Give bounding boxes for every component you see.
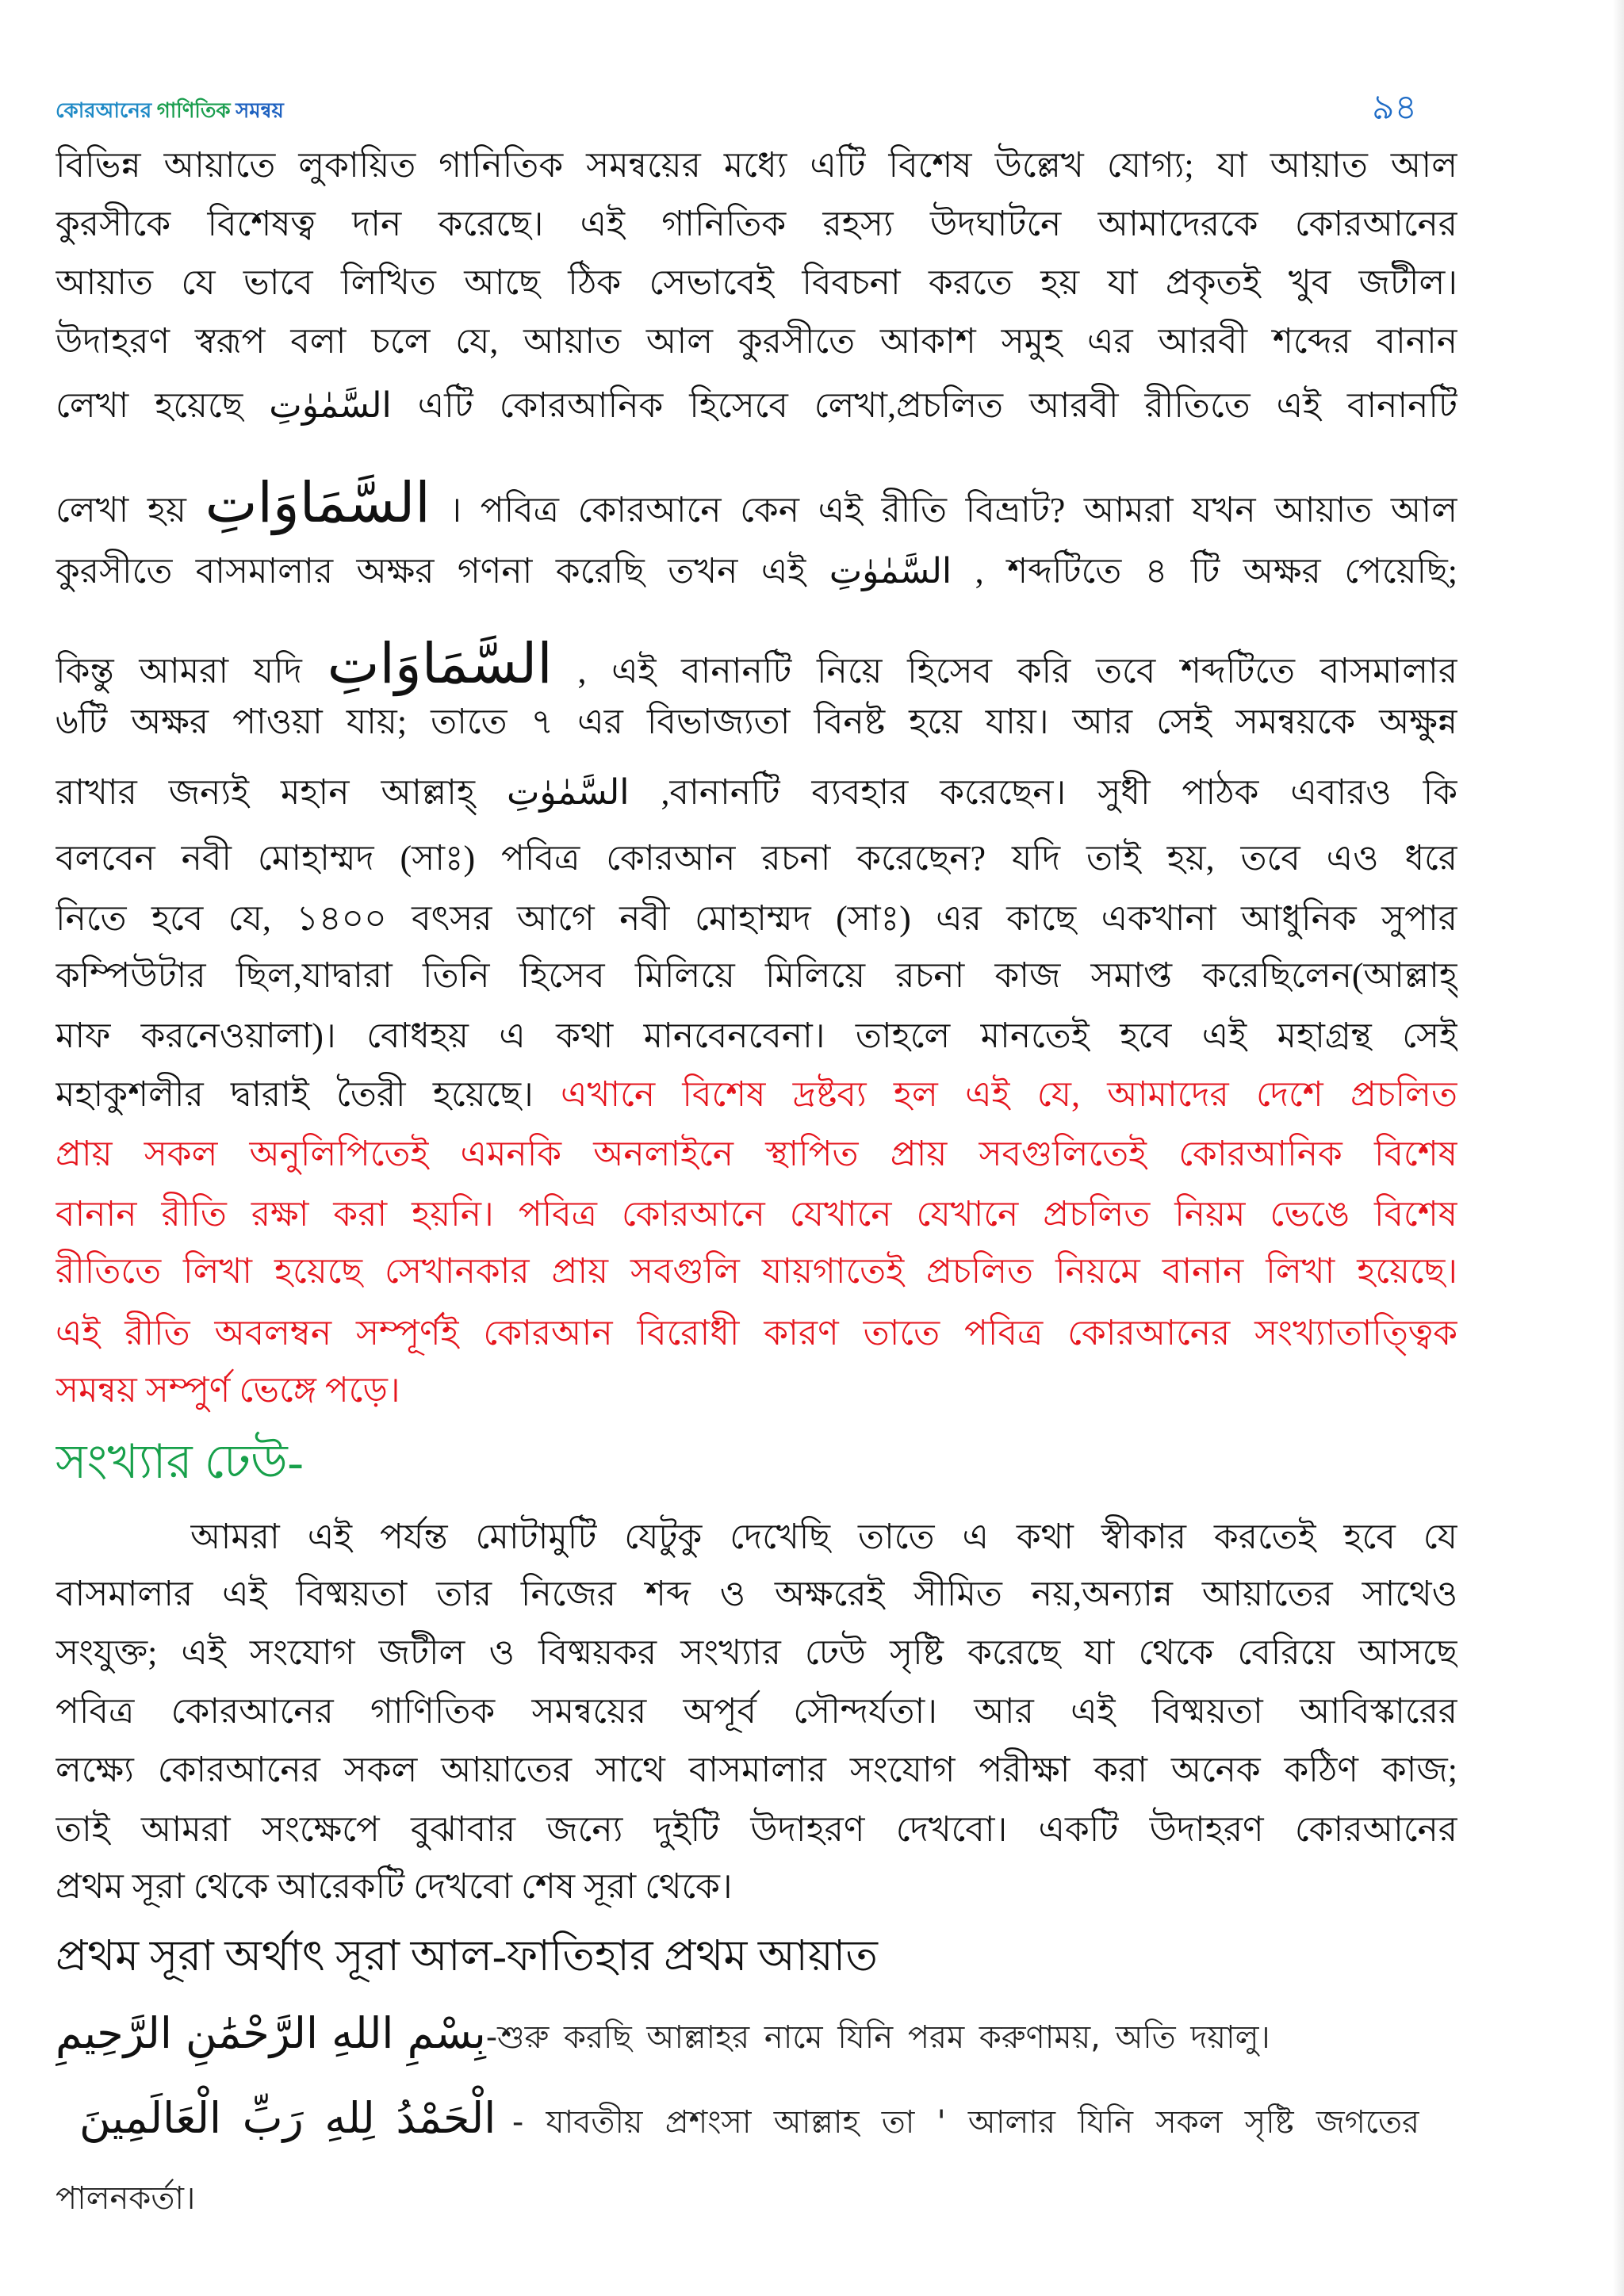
- text-line: মাফ করনেওয়ালা)। বোধহয় এ কথা মানবেনবেনা। তাহলে মানতেই হবে এই মহাগ্রন্থ সেই: [56, 1016, 1457, 1055]
- text-line: নিতে হবে যে, ১৪০০ বৎসর আগে নবী মোহাম্মদ (সাঃ) এর কাছে একখানা আধুনিক সুপার: [56, 899, 1457, 938]
- text-line: উদাহরণ স্বরূপ বলা চলে যে, আয়াত আল কুরসীতে আকাশ সমুহ এর আরবী শব্দের বানান: [56, 322, 1457, 361]
- line-text: লেখা হয়েছে: [56, 386, 243, 425]
- verse-translation: - যাবতীয় প্রশংসা আল্লাহ তা ' আলার যিনি সকল সৃষ্টি জগতের: [511, 2104, 1419, 2141]
- text-line: লক্ষ্যে কোরআনের সকল আয়াতের সাথে বাসমালার সংযোগ পরীক্ষা করা অনেক কঠিণ কাজ;: [56, 1751, 1457, 1789]
- verse-translation: -শুরু করছি আল্লাহর নামে যিনি পরম করুণাময়, অতি দয়ালু।: [485, 2019, 1270, 2056]
- text-line: [56, 542, 1457, 601]
- text-line: বলবেন নবী মোহাম্মদ (সাঃ) পবিত্র কোরআন রচনা করেছেন? যদি তাই হয়, তবে এও ধরে: [56, 839, 1457, 878]
- arabic-word-standard-spelling: السَّمَاوَاتِ: [205, 470, 431, 535]
- line-text: , শব্দটিতে ৪ টি অক্ষর পেয়েছি;: [975, 552, 1457, 591]
- verse-translation: পালনকর্তা।: [56, 2180, 196, 2217]
- arabic-verse: الْحَمْدُ لِلهِ رَبِّ الْعَالَمِينَ: [79, 2093, 496, 2143]
- text-line: তাই আমরা সংক্ষেপে বুঝাবার জন্যে দুইটি উদাহরণ দেখবো। একটি উদাহরণ কোরআনের: [56, 1810, 1457, 1849]
- line-text: কিন্তু আমরা যদি: [56, 652, 302, 691]
- arabic-verse: بِسْمِ اللهِ الرَّحْمَٰنِ الرَّحِيمِ: [56, 2008, 486, 2058]
- highlighted-text: এখানে বিশেষ দ্রষ্টব্য হল এই যে, আমাদের দেশে প্রচলিত: [561, 1075, 1457, 1114]
- arabic-word-quranic-spelling: السَّمٰوٰتِ: [507, 772, 630, 813]
- text-line: বাসমালার এই বিষ্ময়তা তার নিজের শব্দ ও অক্ষরেই সীমিত নয়,অন্যান্ন আয়াতের সাথেও: [56, 1575, 1457, 1613]
- header-title-part: গাণিতিক: [156, 99, 231, 122]
- text-line: পবিত্র কোরআনের গাণিতিক সমন্বয়ের অপূর্ব সৌন্দর্যতা। আর এই বিষ্ময়তা আবিস্কারের: [56, 1692, 1457, 1731]
- arabic-word-quranic-spelling: السَّمٰوٰتِ: [269, 385, 392, 426]
- verse-translation-continued: [56, 2168, 1457, 2227]
- text-line: বিভিন্ন আয়াতে লুকায়িত গানিতিক সমন্বয়ের মধ্যে এটি বিশেষ উল্লেখ যোগ্য; যা আয়াত আল: [56, 146, 1457, 185]
- header-title-part: সমন্বয়: [236, 99, 284, 122]
- line-text: মহাকুশলীর দ্বারাই তৈরী হয়েছে।: [56, 1075, 534, 1114]
- text-line: [56, 763, 1457, 822]
- line-text: । পবিত্র কোরআনে কেন এই রীতি বিভ্রাট? আমরা যখন আয়াত আল: [449, 491, 1457, 530]
- highlighted-text-line: প্রায় সকল অনুলিপিতেই এমনকি অনলাইনে স্থাপিত প্রায় সবগুলিতেই কোরআনিক বিশেষ: [56, 1135, 1457, 1173]
- text-line: কম্পিউটার ছিল,যাদ্বারা তিনি হিসেব মিলিয়ে মিলিয়ে রচনা কাজ সমাপ্ত করেছিলেন(আল্লাহ্: [56, 956, 1457, 995]
- line-text: লেখা হয়: [56, 491, 186, 530]
- text-line: সংযুক্ত; এই সংযোগ জটীল ও বিষ্ময়কর সংখ্যার ঢেউ সৃষ্টি করেছে যা থেকে বেরিয়ে আসছে: [56, 1633, 1457, 1672]
- page-edge-shadow: [1613, 0, 1624, 2296]
- text-line: আয়াত যে ভাবে লিখিত আছে ঠিক সেভাবেই বিবচনা করতে হয় যা প্রকৃতই খুব জটীল।: [56, 263, 1457, 302]
- highlighted-text-line: রীতিতে লিখা হয়েছে সেখানকার প্রায় সবগুলি যায়গাতেই প্রচলিত নিয়মে বানান লিখা হয়েছে।: [56, 1252, 1457, 1291]
- text-line: প্রথম সূরা থেকে আরেকটি দেখবো শেষ সূরা থেকে।: [56, 1867, 733, 1906]
- highlighted-text-line: সমন্বয় সম্পুর্ণ ভেঙ্গে পড়ে।: [56, 1371, 400, 1410]
- text-line: [56, 1066, 1457, 1124]
- text-line: [56, 459, 1457, 546]
- subsection-heading: প্রথম সূরা অর্থাৎ সূরা আল-ফাতিহার প্রথম আয়াত: [56, 1932, 878, 1980]
- text-line: ৬টি অক্ষর পাওয়া যায়; তাতে ৭ এর বিভাজ্যতা বিনষ্ট হয়ে যায়। আর সেই সমন্বয়কে অক্ষুন্ন: [56, 702, 1457, 741]
- arabic-word-quranic-spelling: السَّمٰوٰتِ: [829, 551, 952, 591]
- line-text: রাখার জন্যই মহান আল্লাহ্: [56, 773, 476, 812]
- line-text: এটি কোরআনিক হিসেবে লেখা,প্রচলিত আরবী রীতিতে এই বানানটি: [417, 386, 1457, 425]
- verse-line: [79, 2075, 1419, 2162]
- highlighted-text-line: এই রীতি অবলম্বন সম্পূর্ণই কোরআন বিরোধী কারণ তাতে পবিত্র কোরআনের সংখ্যাতাত্ত্বিক: [56, 1314, 1457, 1353]
- line-text: কুরসীতে বাসমালার অক্ষর গণনা করেছি তখন এই: [56, 552, 806, 591]
- line-text: ,বানানটি ব্যবহার করেছেন। সুধী পাঠক এবারও কি: [661, 773, 1457, 812]
- highlighted-text-line: বানান রীতি রক্ষা করা হয়নি। পবিত্র কোরআনে যেখানে যেখানে প্রচলিত নিয়ম ভেঙে বিশেষ: [56, 1195, 1457, 1234]
- header-title-part: কোরআনের: [56, 99, 152, 122]
- verse-line: [56, 1990, 1457, 2077]
- line-text: , এই বানানটি নিয়ে হিসেব করি তবে শব্দটিতে বাসমালার: [577, 652, 1457, 691]
- page-number: ৯৪: [1372, 88, 1418, 127]
- text-line: আমরা এই পর্যন্ত মোটামুটি যেটুকু দেখেছি তাতে এ কথা স্বীকার করতেই হবে যে: [190, 1517, 1457, 1556]
- arabic-word-standard-spelling: السَّمَاوَاتِ: [327, 631, 553, 696]
- text-line: কুরসীকে বিশেষত্ব দান করেছে। এই গানিতিক রহস্য উদঘাটনে আমাদেরকে কোরআনের: [56, 205, 1457, 243]
- running-header-title: [56, 95, 284, 127]
- text-line: [56, 377, 1457, 435]
- section-heading: সংখ্যার ঢেউ-: [56, 1436, 304, 1488]
